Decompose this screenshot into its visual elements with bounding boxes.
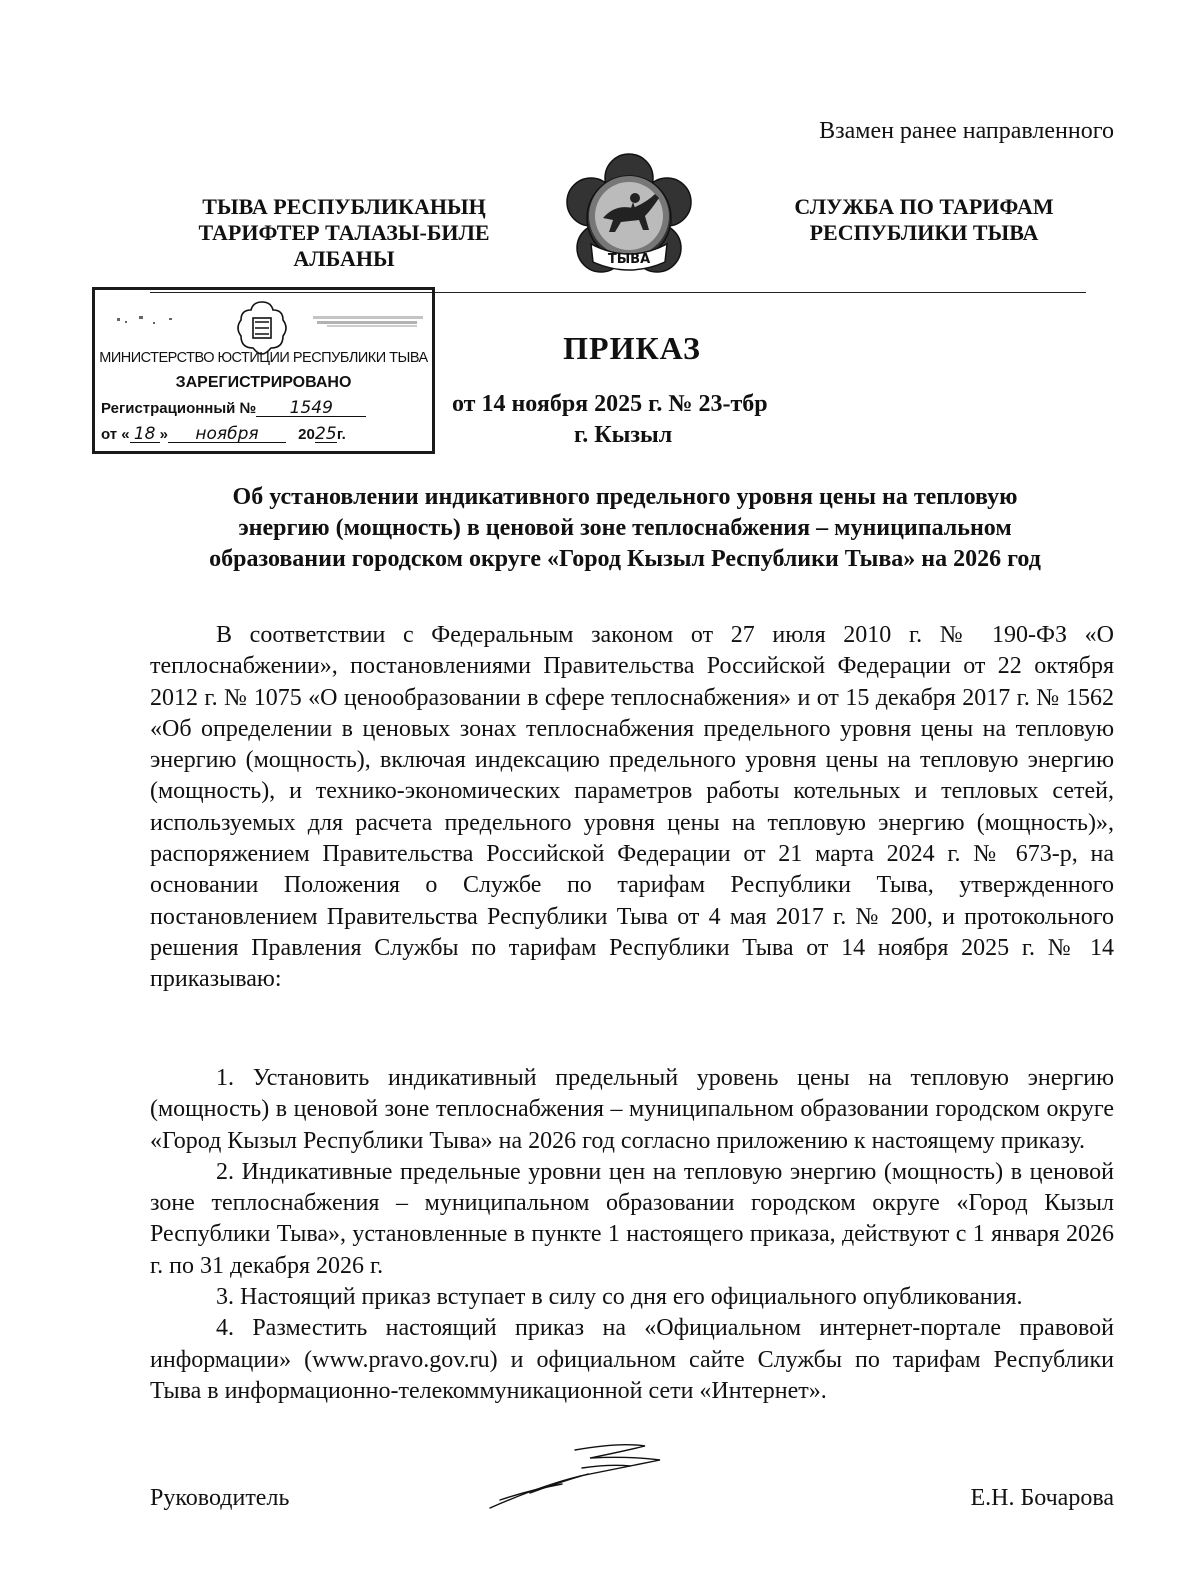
stamp-month: ноября <box>168 426 286 443</box>
document-title-line: Об установлении индикативного предельного уровня цены на тепловую <box>232 484 1018 510</box>
header-right-line: РЕСПУБЛИКИ ТЫВА <box>809 220 1039 245</box>
order-item: 2. Индикативные предельные уровни цен на тепловую энергию (мощность) в ценовой зоне теплоснабжения – муниципальном образовании городском округе «Город Кызыл Республики Тыва», установленные в пункте 1 настоящего приказа, действуют с 1 января 2026 г. по 31 декабря 2026 г. <box>150 1158 1114 1279</box>
order-item: 4. Разместить настоящий приказ на «Официальном интернет-портале правовой информации» (www.pravo.gov.ru) и официальном сайте Службы по тарифам Республики Тыва в информационно-телекоммуникационной сети «Интернет». <box>150 1315 1114 1404</box>
document-title-line: энергию (мощность) в ценовой зоне теплоснабжения – муниципальном <box>238 515 1012 541</box>
order-items <box>150 1063 1114 1407</box>
stamp-year-suffix: 25 <box>315 424 337 444</box>
stamp-year-end: г. <box>336 426 346 443</box>
signatory-role: Руководитель <box>150 1485 290 1511</box>
header-left-line: ТЫВА РЕСПУБЛИКАНЫҢ <box>202 194 486 219</box>
preamble-paragraph: В соответствии с Федеральным законом от 27 июля 2010 г. № 190-ФЗ «О теплоснабжении», постановлениями Правительства Российской Федерации от 22 октября 2012 г. № 1075 «О ценообразовании в сфере теплоснабжения» и от 15 декабря 2017 г. № 1562 «Об определении в ценовых зонах теплоснабжения предельного уровня цены на тепловую энергию (мощность), включая индексацию предельного уровня цены на тепловую энергию (мощность), и технико-экономических параметров работы котельных и тепловых сетей, используемых для расчета предельного уровня цены на тепловую энергию (мощность)», распоряжением Правительства Российской Федерации от 21 марта 2024 г. № 673-р, на основании Положения о Службе по тарифам Республики Тыва, утвержденного постановлением Правительства Республики Тыва от 4 мая 2017 г. № 200, и протокольного решения Правления Службы по тарифам Республики Тыва от 14 ноября 2025 г. № 14 приказываю: <box>150 622 1114 993</box>
stamp-emblem-icon <box>231 298 293 356</box>
header-left-line: ТАРИФТЕР ТАЛАЗЫ-БИЛЕ <box>198 220 490 245</box>
stamp-ministry: МИНИСТЕРСТВО ЮСТИЦИИ РЕСПУБЛИКИ ТЫВА <box>99 350 428 366</box>
stamp-reg-number: 1549 <box>256 400 366 417</box>
header-left-line: АЛБАНЫ <box>293 246 395 271</box>
stamp-reg-line <box>101 400 366 417</box>
stamp-from-label: от « <box>101 426 130 443</box>
stamp-day: 18 <box>130 426 160 443</box>
order-date-number: от 14 ноября 2025 г. № 23-тбр <box>452 391 768 417</box>
header-left-org <box>150 194 538 272</box>
document-title <box>150 482 1100 575</box>
document-title-line: образовании городском округе «Город Кызыл Республики Тыва» на 2026 год <box>209 546 1041 572</box>
tuva-emblem-icon <box>563 152 695 290</box>
order-item: 1. Установить индикативный предельный уровень цены на тепловую энергию (мощность) в ценовой зоне теплоснабжения – муниципальном образовании городском округе «Город Кызыл Республики Тыва» на 2026 год согласно приложению к настоящему приказу. <box>150 1065 1114 1154</box>
handwritten-signature <box>470 1438 720 1518</box>
order-item: 3. Настоящий приказ вступает в силу со дня его официального опубликования. <box>216 1284 1023 1311</box>
stamp-date-line <box>101 426 346 443</box>
stamp-reg-label: Регистрационный № <box>101 400 257 417</box>
order-title: ПРИКАЗ <box>563 330 701 366</box>
header-right-line: СЛУЖБА ПО ТАРИФАМ <box>794 194 1054 219</box>
stamp-noise-right <box>307 312 427 330</box>
signatory-name: Е.Н. Бочарова <box>970 1485 1114 1511</box>
stamp-day-close: » <box>159 426 168 443</box>
emblem-text: ТЫВА <box>607 252 651 267</box>
order-city: г. Кызыл <box>574 422 673 448</box>
stamp-year-prefix: 20 <box>298 426 315 443</box>
registration-stamp <box>92 287 435 454</box>
header-right-org <box>768 194 1080 246</box>
stamp-noise-left <box>109 312 219 330</box>
stamp-status: ЗАРЕГИСТРИРОВАНО <box>175 374 352 391</box>
replacement-note: Взамен ранее направленного <box>819 118 1114 144</box>
